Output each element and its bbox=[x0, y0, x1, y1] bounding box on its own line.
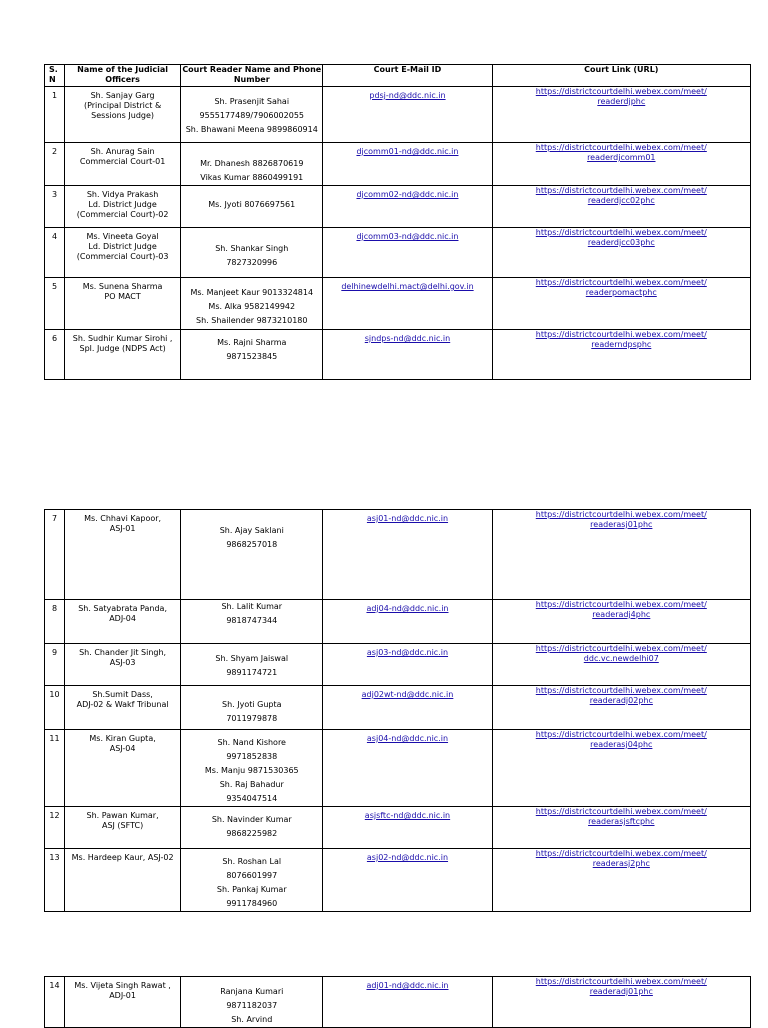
officer-cell bbox=[65, 600, 181, 644]
court-link-line: https://districtcourtdelhi.webex.com/meet/ bbox=[535, 510, 707, 519]
reader-line: Sh. Prasenjit Sahai bbox=[214, 97, 290, 106]
reader-line: 9818747344 bbox=[226, 616, 278, 625]
court-link-line: readeradj02phc bbox=[589, 696, 653, 705]
table-row bbox=[45, 87, 751, 143]
row-sn: 9 bbox=[45, 644, 65, 686]
email-cell bbox=[323, 686, 492, 730]
email-cell bbox=[323, 87, 492, 143]
court-link-line: https://districtcourtdelhi.webex.com/meet/ bbox=[535, 849, 707, 858]
table-row bbox=[45, 600, 751, 644]
court-table-1 bbox=[44, 64, 751, 380]
email-link[interactable]: djcomm03-nd@ddc.nic.in bbox=[356, 232, 459, 241]
table-row bbox=[45, 228, 751, 278]
officer-name-line: Sh. Vidya Prakash bbox=[86, 190, 159, 199]
officer-name-line: ASJ-01 bbox=[109, 524, 136, 533]
email-link[interactable]: asj03-nd@ddc.nic.in bbox=[366, 648, 449, 657]
court-link-line: readerpomactphc bbox=[585, 288, 657, 297]
row-sn: 5 bbox=[45, 278, 65, 330]
court-link-line: https://districtcourtdelhi.webex.com/meet/ bbox=[535, 143, 707, 152]
court-link[interactable] bbox=[494, 510, 749, 530]
officer-name-line: Ms. Sunena Sharma bbox=[82, 282, 163, 291]
court-link-cell bbox=[492, 600, 750, 644]
officer-name-line: ASJ-04 bbox=[109, 744, 136, 753]
reader-line: Sh. Shyam Jaiswal bbox=[215, 654, 289, 663]
court-link-cell bbox=[492, 186, 750, 228]
reader-line: Ms. Manjeet Kaur 9013324814 bbox=[190, 288, 314, 297]
officer-name-line: (Commercial Court)-02 bbox=[76, 210, 169, 219]
court-link-line: readeradj4phc bbox=[592, 610, 651, 619]
officer-name-line: Sessions Judge) bbox=[91, 111, 155, 120]
officer-name-line: ADJ-04 bbox=[109, 614, 136, 623]
officer-name-line: (Commercial Court)-03 bbox=[76, 252, 169, 261]
table-row bbox=[45, 330, 751, 380]
court-link-cell bbox=[492, 977, 750, 1028]
table-row bbox=[45, 510, 751, 600]
court-link[interactable] bbox=[494, 600, 749, 620]
email-link[interactable]: pdsj-nd@ddc.nic.in bbox=[369, 91, 446, 100]
email-cell bbox=[323, 330, 492, 380]
officer-name-line: ADJ-02 & Wakf Tribunal bbox=[76, 700, 169, 709]
table-row bbox=[45, 186, 751, 228]
court-link-line: ddc.vc.newdelhi07 bbox=[583, 654, 659, 663]
officer-name-line: Sh. Pawan Kumar, bbox=[86, 811, 159, 820]
reader-line: Ranjana Kumari bbox=[220, 987, 284, 996]
court-link-line: https://districtcourtdelhi.webex.com/meet/ bbox=[535, 686, 707, 695]
row-sn: 10 bbox=[45, 686, 65, 730]
court-link-cell bbox=[492, 228, 750, 278]
reader-line: Sh. Ajay Saklani bbox=[219, 526, 284, 535]
reader-cell bbox=[181, 228, 323, 278]
email-cell bbox=[323, 644, 492, 686]
reader-cell bbox=[181, 600, 323, 644]
officer-cell bbox=[65, 807, 181, 849]
court-link-line: readeradj01phc bbox=[589, 987, 653, 996]
court-link[interactable] bbox=[494, 686, 749, 706]
table-row bbox=[45, 644, 751, 686]
officer-name-line: Spl. Judge (NDPS Act) bbox=[79, 344, 166, 353]
court-link-line: readerdjphc bbox=[597, 97, 646, 106]
court-link[interactable] bbox=[494, 849, 749, 869]
officer-name-line: Ms. Vijeta Singh Rawat , bbox=[74, 981, 171, 990]
officer-cell bbox=[65, 644, 181, 686]
court-link-line: readerasj04phc bbox=[590, 740, 653, 749]
reader-line: Sh. Pankaj Kumar bbox=[216, 885, 287, 894]
row-sn: 1 bbox=[45, 87, 65, 143]
reader-cell bbox=[181, 644, 323, 686]
court-link-cell bbox=[492, 278, 750, 330]
court-link-cell bbox=[492, 510, 750, 600]
reader-cell bbox=[181, 849, 323, 912]
reader-cell bbox=[181, 330, 323, 380]
reader-line: Sh. Lalit Kumar bbox=[221, 602, 283, 611]
officer-name-line: Ms. Hardeep Kaur, ASJ-02 bbox=[71, 853, 174, 862]
row-sn: 7 bbox=[45, 510, 65, 600]
court-link-line: https://districtcourtdelhi.webex.com/meet/ bbox=[535, 644, 707, 653]
email-link[interactable]: asj01-nd@ddc.nic.in bbox=[366, 514, 449, 523]
reader-line: 9911784960 bbox=[226, 899, 278, 908]
email-link[interactable]: djcomm02-nd@ddc.nic.in bbox=[356, 190, 459, 199]
reader-cell bbox=[181, 278, 323, 330]
email-cell bbox=[323, 977, 492, 1028]
officer-name-line: Sh. Sanjay Garg bbox=[90, 91, 155, 100]
reader-cell bbox=[181, 510, 323, 600]
court-link[interactable] bbox=[494, 977, 749, 997]
reader-line: Sh. Navinder Kumar bbox=[211, 815, 292, 824]
court-link-cell bbox=[492, 849, 750, 912]
reader-line: Ms. Jyoti 8076697561 bbox=[208, 200, 296, 209]
reader-cell bbox=[181, 730, 323, 807]
officer-cell bbox=[65, 87, 181, 143]
officer-cell bbox=[65, 143, 181, 186]
email-link[interactable]: adj04-nd@ddc.nic.in bbox=[366, 604, 449, 613]
reader-cell bbox=[181, 87, 323, 143]
row-sn: 8 bbox=[45, 600, 65, 644]
email-cell bbox=[323, 807, 492, 849]
table-row bbox=[45, 686, 751, 730]
court-link-cell bbox=[492, 87, 750, 143]
court-link-line: readerdjcc03phc bbox=[587, 238, 655, 247]
email-cell bbox=[323, 278, 492, 330]
reader-line: Sh. Nand Kishore bbox=[217, 738, 286, 747]
reader-line: Ms. Rajni Sharma bbox=[217, 338, 287, 347]
reader-line: 9891174721 bbox=[226, 668, 278, 677]
row-sn: 4 bbox=[45, 228, 65, 278]
officer-name-line: (Principal District & bbox=[83, 101, 162, 110]
email-link[interactable]: djcomm01-nd@ddc.nic.in bbox=[356, 147, 459, 156]
table-header bbox=[45, 65, 751, 87]
reader-line: 9354047514 bbox=[226, 794, 278, 803]
reader-line: Sh. Bhawani Meena 9899860914 bbox=[185, 125, 318, 134]
court-link-cell bbox=[492, 807, 750, 849]
reader-line: Mr. Dhanesh 8826870619 bbox=[200, 159, 304, 168]
officer-cell bbox=[65, 686, 181, 730]
row-sn: 11 bbox=[45, 730, 65, 807]
court-link-line: https://districtcourtdelhi.webex.com/meet/ bbox=[535, 87, 707, 96]
court-link[interactable] bbox=[494, 644, 749, 664]
reader-line: Vikas Kumar 8860499191 bbox=[200, 173, 304, 182]
officer-cell bbox=[65, 278, 181, 330]
court-link[interactable] bbox=[494, 87, 749, 107]
officer-name-line: Ms. Chhavi Kapoor, bbox=[84, 514, 162, 523]
officer-name-line: ASJ (SFTC) bbox=[101, 821, 144, 830]
reader-line: 7827320996 bbox=[226, 258, 278, 267]
court-link-line: readerdjcomm01 bbox=[587, 153, 656, 162]
reader-line: Sh. Raj Bahadur bbox=[219, 780, 284, 789]
table-row bbox=[45, 849, 751, 912]
reader-line: Sh. Arvind bbox=[231, 1015, 273, 1024]
court-link[interactable] bbox=[494, 730, 749, 750]
email-cell bbox=[323, 510, 492, 600]
email-cell bbox=[323, 600, 492, 644]
court-link-line: https://districtcourtdelhi.webex.com/meet/ bbox=[535, 330, 707, 339]
officer-cell bbox=[65, 186, 181, 228]
reader-line: 9555177489/7906002055 bbox=[199, 111, 305, 120]
court-link[interactable] bbox=[494, 278, 749, 298]
court-link-cell bbox=[492, 686, 750, 730]
court-link-line: readerasj2phc bbox=[592, 859, 650, 868]
email-link[interactable]: adj01-nd@ddc.nic.in bbox=[366, 981, 449, 990]
row-sn: 6 bbox=[45, 330, 65, 380]
officer-name-line: Ld. District Judge bbox=[88, 200, 157, 209]
row-sn: 13 bbox=[45, 849, 65, 912]
officer-cell bbox=[65, 849, 181, 912]
officer-cell bbox=[65, 730, 181, 807]
court-link-line: readerasjsftcphc bbox=[588, 817, 655, 826]
reader-cell bbox=[181, 807, 323, 849]
email-link[interactable]: adj02wt-nd@ddc.nic.in bbox=[361, 690, 454, 699]
court-link-cell bbox=[492, 730, 750, 807]
court-table-2 bbox=[44, 509, 751, 912]
court-link-cell bbox=[492, 330, 750, 380]
reader-line: 9971852838 bbox=[226, 752, 278, 761]
court-link-line: https://districtcourtdelhi.webex.com/meet/ bbox=[535, 228, 707, 237]
court-link-line: https://districtcourtdelhi.webex.com/meet/ bbox=[535, 278, 707, 287]
court-link-line: https://districtcourtdelhi.webex.com/meet/ bbox=[535, 977, 707, 986]
reader-line: 9871182037 bbox=[226, 1001, 278, 1010]
court-link[interactable] bbox=[494, 330, 749, 350]
officer-cell bbox=[65, 977, 181, 1028]
table-row bbox=[45, 143, 751, 186]
officer-name-line: Sh.Sumit Dass, bbox=[92, 690, 153, 699]
officer-name-line: Sh. Sudhir Kumar Sirohi , bbox=[72, 334, 173, 343]
court-link-line: https://districtcourtdelhi.webex.com/meet/ bbox=[535, 807, 707, 816]
row-sn: 2 bbox=[45, 143, 65, 186]
court-link-line: readerndpsphc bbox=[591, 340, 652, 349]
reader-cell bbox=[181, 186, 323, 228]
email-link[interactable]: asj04-nd@ddc.nic.in bbox=[366, 734, 449, 743]
header-reader: Court Reader Name and Phone Number bbox=[181, 65, 323, 87]
reader-line: 8076601997 bbox=[226, 871, 278, 880]
reader-line: Ms. Alka 9582149942 bbox=[208, 302, 296, 311]
officer-name-line: Ms. Vineeta Goyal bbox=[86, 232, 159, 241]
reader-line: 9871523845 bbox=[226, 352, 278, 361]
email-cell bbox=[323, 186, 492, 228]
row-sn: 12 bbox=[45, 807, 65, 849]
officer-cell bbox=[65, 510, 181, 600]
reader-line: Sh. Roshan Lal bbox=[222, 857, 282, 866]
officer-name-line: Ms. Kiran Gupta, bbox=[89, 734, 156, 743]
email-link[interactable]: asjsftc-nd@ddc.nic.in bbox=[364, 811, 451, 820]
row-sn: 14 bbox=[45, 977, 65, 1028]
court-link-cell bbox=[492, 644, 750, 686]
officer-name-line: Commercial Court-01 bbox=[79, 157, 166, 166]
officer-name-line: Sh. Chander Jit Singh, bbox=[79, 648, 167, 657]
officer-name-line: ADJ-01 bbox=[109, 991, 136, 1000]
court-link-cell bbox=[492, 143, 750, 186]
officer-cell bbox=[65, 330, 181, 380]
email-cell bbox=[323, 730, 492, 807]
officer-cell bbox=[65, 228, 181, 278]
email-link[interactable]: delhinewdelhi.mact@delhi.gov.in bbox=[341, 282, 474, 291]
table-row bbox=[45, 807, 751, 849]
header-email: Court E-Mail ID bbox=[323, 65, 492, 87]
header-link: Court Link (URL) bbox=[492, 65, 750, 87]
reader-line: 9868257018 bbox=[226, 540, 278, 549]
header-sn: S. N bbox=[45, 65, 65, 87]
court-link-line: https://districtcourtdelhi.webex.com/meet/ bbox=[535, 186, 707, 195]
reader-line: 7011979878 bbox=[226, 714, 278, 723]
court-link[interactable] bbox=[494, 186, 749, 206]
reader-line: Sh. Shankar Singh bbox=[215, 244, 289, 253]
reader-line: 9868225982 bbox=[226, 829, 278, 838]
court-link-line: readerasj01phc bbox=[590, 520, 653, 529]
email-link[interactable]: asj02-nd@ddc.nic.in bbox=[366, 853, 449, 862]
reader-cell bbox=[181, 977, 323, 1028]
email-cell bbox=[323, 228, 492, 278]
email-link[interactable]: sjndps-nd@ddc.nic.in bbox=[364, 334, 451, 343]
court-link[interactable] bbox=[494, 228, 749, 248]
row-sn: 3 bbox=[45, 186, 65, 228]
reader-line: Ms. Manju 9871530365 bbox=[204, 766, 299, 775]
table-row bbox=[45, 278, 751, 330]
reader-line: Sh. Shailender 9873210180 bbox=[196, 316, 308, 325]
officer-name-line: Sh. Anurag Sain bbox=[90, 147, 155, 156]
court-link[interactable] bbox=[494, 807, 749, 827]
officer-name-line: PO MACT bbox=[104, 292, 141, 301]
court-table-3 bbox=[44, 976, 751, 1028]
email-cell bbox=[323, 849, 492, 912]
header-officer: Name of the Judicial Officers bbox=[65, 65, 181, 87]
reader-cell bbox=[181, 143, 323, 186]
officer-name-line: ASJ-03 bbox=[109, 658, 136, 667]
officer-name-line: Sh. Satyabrata Panda, bbox=[78, 604, 167, 613]
court-link-line: https://districtcourtdelhi.webex.com/meet/ bbox=[535, 600, 707, 609]
table-row bbox=[45, 730, 751, 807]
court-link[interactable] bbox=[494, 143, 749, 163]
officer-name-line: Ld. District Judge bbox=[88, 242, 157, 251]
reader-cell bbox=[181, 686, 323, 730]
reader-line: Sh. Jyoti Gupta bbox=[222, 700, 282, 709]
email-cell bbox=[323, 143, 492, 186]
court-link-line: readerdjcc02phc bbox=[587, 196, 655, 205]
table-row bbox=[45, 977, 751, 1028]
court-link-line: https://districtcourtdelhi.webex.com/meet/ bbox=[535, 730, 707, 739]
